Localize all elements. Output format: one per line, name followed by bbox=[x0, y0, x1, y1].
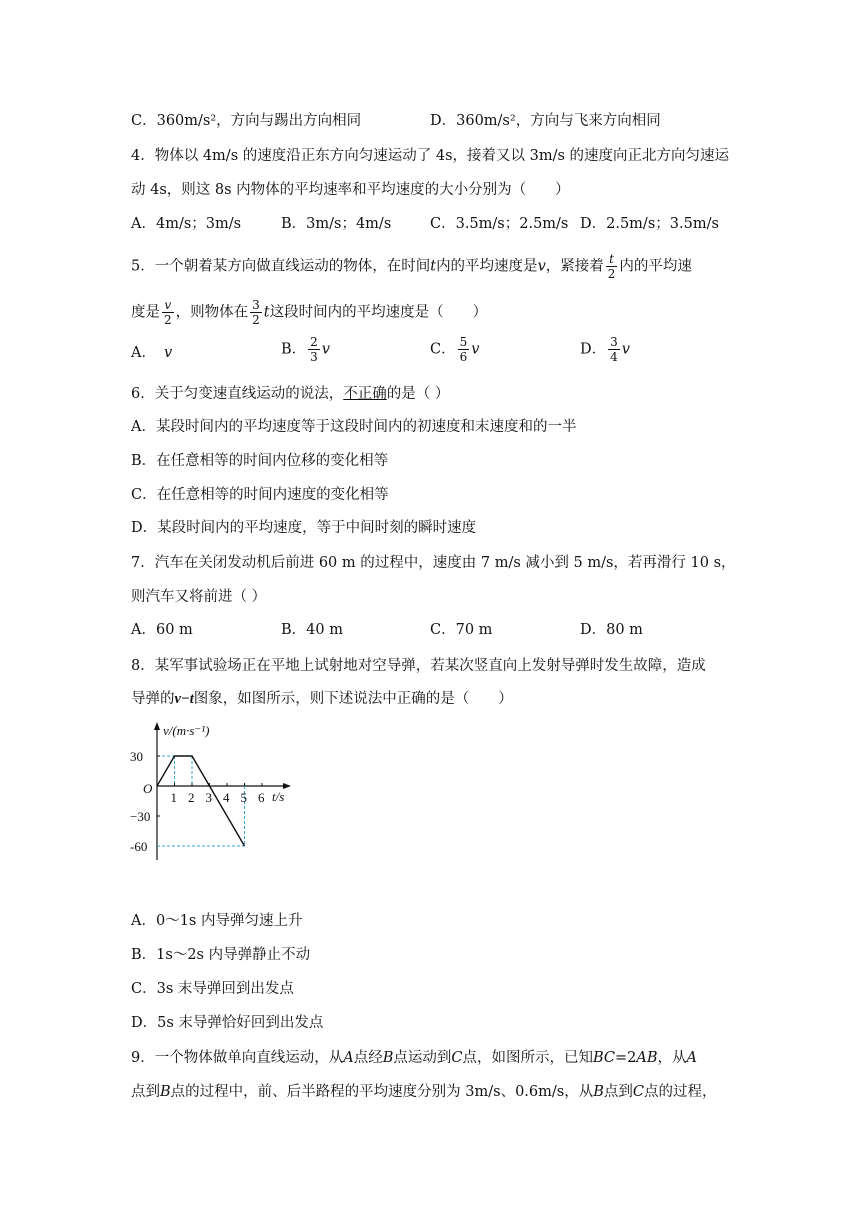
q5-stem-line2: 度是 $\frac{v}{2}$ ，则物体在 $\frac{3}{2}$ t这段时间内的平均速度是（ ） bbox=[131, 298, 488, 327]
q5-option-a: A． v bbox=[131, 345, 173, 361]
q4-option-a: A．4m/s；3m/s bbox=[131, 216, 242, 232]
x-tick-label-5: 5 bbox=[240, 790, 247, 805]
x-tick-label-2: 2 bbox=[188, 790, 195, 805]
vt-marks bbox=[130, 749, 265, 854]
x-tick-label-6: 6 bbox=[258, 790, 265, 805]
q7-option-a: A．60 m bbox=[131, 622, 193, 638]
q4-option-d: D．2.5m/s；3.5m/s bbox=[580, 216, 719, 232]
fraction-3-over-2: $\frac{3}{2}$ bbox=[252, 298, 260, 327]
q3-option-c: C．360m/s²，方向与踢出方向相同 bbox=[131, 113, 362, 129]
q8-stem-line1: 8．某军事试验场正在平地上试射地对空导弹，若某次竖直向上发射导弹时发生故障，造成 bbox=[131, 658, 706, 674]
q8-option-a: A．0～1s 内导弹匀速上升 bbox=[131, 913, 303, 929]
q5-option-c: C． $\frac{5}{6}$ v bbox=[430, 335, 480, 364]
x-tick-label-3: 3 bbox=[205, 790, 212, 805]
q9-stem-line1: 9．一个物体做单向直线运动，从A点经B点运动到C点，如图所示，已知BC=2AB，从A bbox=[131, 1050, 698, 1066]
q8-option-b: B．1s～2s 内导弹静止不动 bbox=[131, 947, 311, 963]
y-tick-label-0: 30 bbox=[130, 749, 143, 764]
q7-stem-line1: 7．汽车在关闭发动机后前进 60 m 的过程中，速度由 7 m/s 减小到 5 m/s，若再滑行 10 s， bbox=[131, 555, 736, 571]
q4-option-c: C．3.5m/s；2.5m/s bbox=[430, 216, 569, 232]
x-tick-label-1: 1 bbox=[170, 790, 177, 805]
q4-option-b: B．3m/s；4m/s bbox=[281, 216, 392, 232]
q3-option-d: D．360m/s²，方向与飞来方向相同 bbox=[430, 113, 661, 129]
y-tick-label-1: −30 bbox=[130, 809, 151, 824]
q7-option-c: C．70 m bbox=[430, 622, 493, 638]
q6-option-a: A．某段时间内的平均速度等于这段时间内的初速度和末速度和的一半 bbox=[131, 419, 577, 435]
vt-graph bbox=[128, 716, 298, 866]
y-tick-label-2: -60 bbox=[130, 839, 148, 854]
q6-option-c: C．在任意相等的时间内速度的变化相等 bbox=[131, 487, 389, 503]
q8-stem-line2: 导弹的v−t图象，如图所示，则下述说法中正确的是（ ） bbox=[131, 691, 513, 707]
q7-option-b: B．40 m bbox=[281, 622, 343, 638]
q8-option-d: D．5s 末导弹恰好回到出发点 bbox=[131, 1015, 324, 1031]
q6-option-b: B．在任意相等的时间内位移的变化相等 bbox=[131, 453, 389, 469]
q8-option-c: C．3s 末导弹回到出发点 bbox=[131, 981, 294, 997]
q9-stem-line2: 点到B点的过程中，前、后半路程的平均速度分别为 3m/s、0.6m/s，从B点到C点的过程， bbox=[131, 1084, 717, 1100]
x-axis-label: t/s bbox=[272, 789, 285, 804]
q6-option-d: D．某段时间内的平均速度，等于中间时刻的瞬时速度 bbox=[131, 520, 477, 536]
q6-stem: 6．关于匀变速直线运动的说法，不正确的是（ ） bbox=[131, 386, 450, 402]
q5-stem-line1: 5．一个朝着某方向做直线运动的物体，在时间t内的平均速度是v，紧接着 $\frac{t}{2}$ 内的平均速 bbox=[131, 252, 692, 281]
y-axis-label: v/(m·s⁻¹) bbox=[163, 723, 210, 738]
q7-option-d: D．80 m bbox=[580, 622, 643, 638]
q5-option-d: D． $\frac{3}{4}$ v bbox=[580, 335, 630, 364]
fraction-v-over-2: $\frac{v}{2}$ bbox=[164, 298, 172, 327]
q5-option-b: B． $\frac{2}{3}$ v bbox=[281, 335, 330, 364]
q4-stem-line1: 4．物体以 4m/s 的速度沿正东方向匀速运动了 4s，接着又以 3m/s 的速度向正北方向匀速运 bbox=[131, 148, 730, 164]
fraction-t-over-2: $\frac{t}{2}$ bbox=[607, 252, 616, 281]
q7-stem-line2: 则汽车又将前进（ ） bbox=[131, 589, 267, 605]
x-tick-label-4: 4 bbox=[223, 790, 230, 805]
q4-stem-line2: 动 4s，则这 8s 内物体的平均速率和平均速度的大小分别为（ ） bbox=[131, 182, 570, 198]
origin-label: O bbox=[143, 781, 153, 796]
